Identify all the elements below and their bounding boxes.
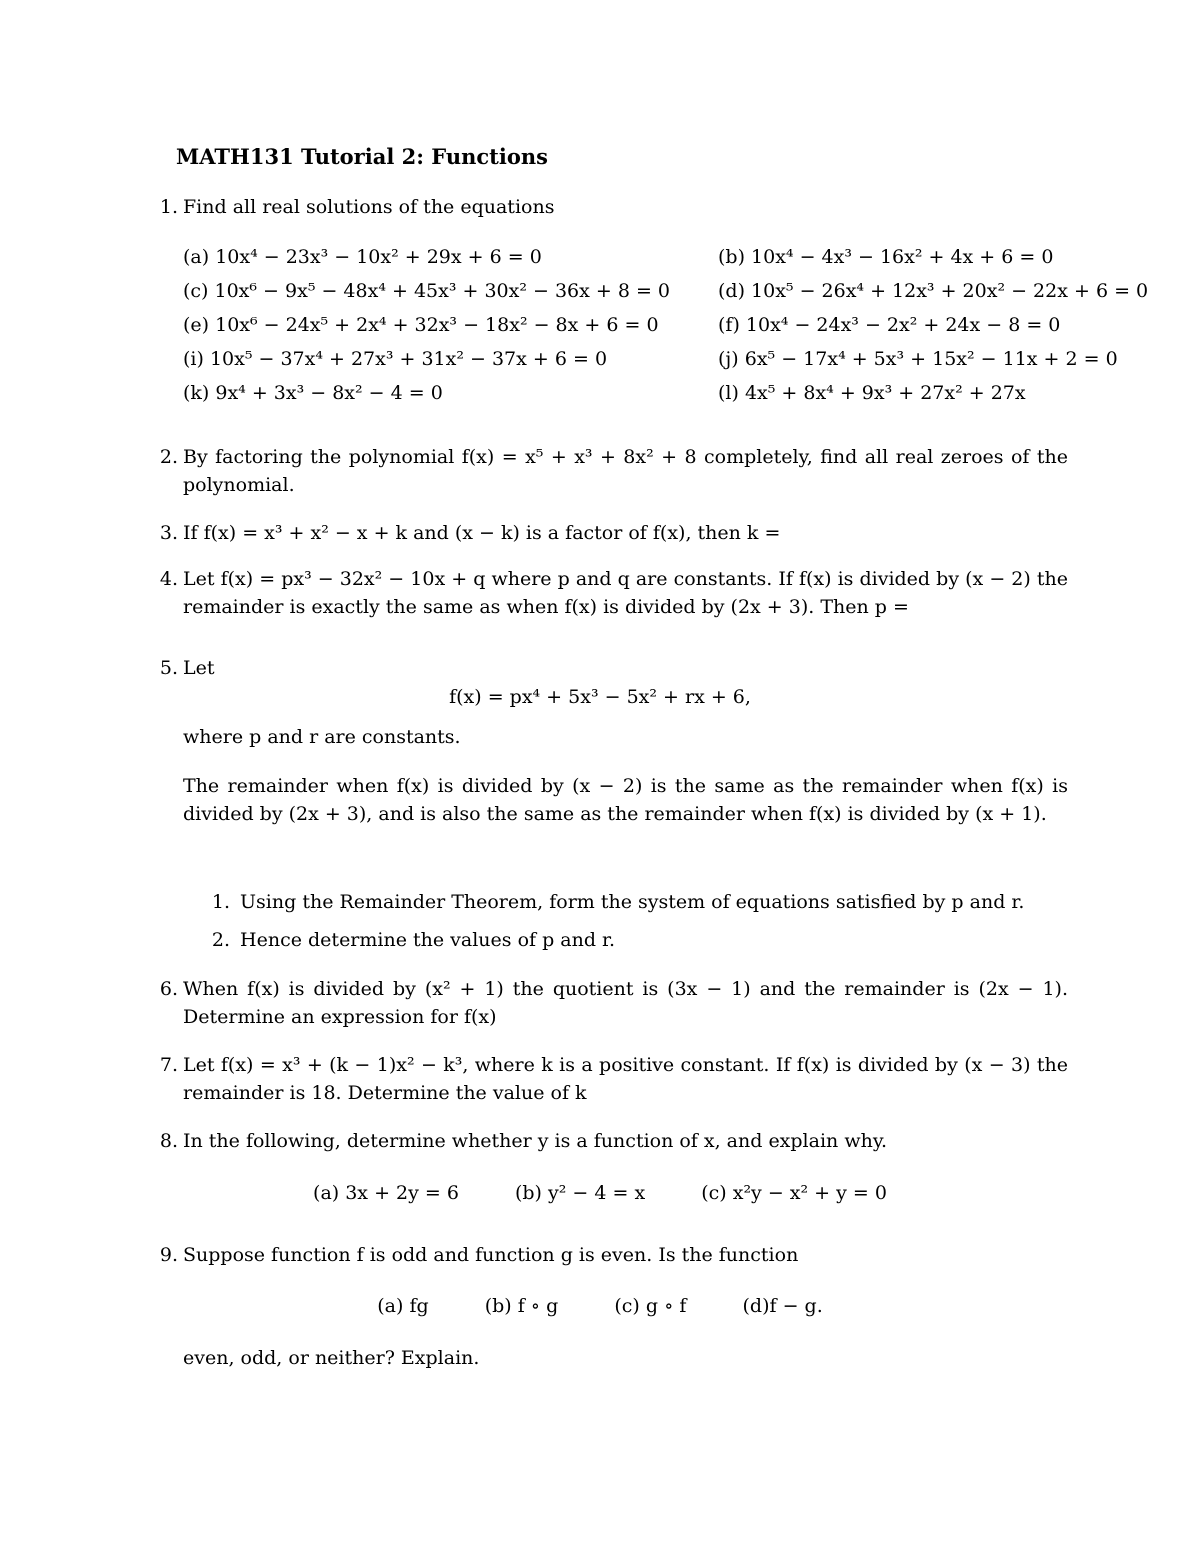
- question-number: 4.: [159, 568, 178, 590]
- equation-i: (i) 10x⁵ − 37x⁴ + 27x³ + 31x² − 37x + 6 = 0: [183, 348, 608, 370]
- question-5: [148, 654, 1068, 682]
- question-number: 2.: [159, 446, 178, 468]
- question-text: In the following, determine whether y is a function of x, and explain why.: [183, 1130, 888, 1152]
- question-number: 1.: [159, 196, 178, 218]
- question-text: Let f(x) = x³ + (k − 1)x² − k³, where k is a positive constant. If f(x) is divided by (x − 3) the remainder is 18. Determine the value of k: [183, 1054, 1068, 1104]
- question-number: 6.: [159, 978, 178, 1000]
- part-b: (b) y² − 4 = x: [514, 1182, 646, 1204]
- question-text: If f(x) = x³ + x² − x + k and (x − k) is a factor of f(x), then k =: [183, 522, 781, 544]
- part-d: (d)f − g.: [742, 1295, 823, 1317]
- question-number: 3.: [159, 522, 178, 544]
- equation-k: (k) 9x⁴ + 3x³ − 8x² − 4 = 0: [183, 382, 443, 404]
- sub-question-text: Using the Remainder Theorem, form the system of equations satisfied by p and r.: [240, 891, 1025, 913]
- part-c: (c) g ∘ f: [614, 1295, 687, 1317]
- equation-l: (l) 4x⁵ + 8x⁴ + 9x³ + 27x² + 27x: [718, 382, 1026, 404]
- equation-row: [183, 243, 1183, 277]
- question-text: When f(x) is divided by (x² + 1) the quotient is (3x − 1) and the remainder is (2x − 1). Determine an expression for f(x): [183, 978, 1068, 1028]
- question-text: Let f(x) = px³ − 32x² − 10x + q where p and q are constants. If f(x) is divided by (x − 2) the remainder is exactly the same as when f(x) is divided by (2x + 3). Then p =: [183, 568, 1068, 618]
- equation-row: [183, 311, 1183, 345]
- question-number: 5.: [159, 657, 178, 679]
- sub-question-text: Hence determine the values of p and r.: [240, 929, 616, 951]
- sub-question-1: [200, 888, 1080, 916]
- question-4: [148, 565, 1068, 621]
- question-5-where: [148, 723, 1068, 751]
- sub-question-number: 2.: [211, 929, 230, 951]
- question-number: 7.: [159, 1054, 178, 1076]
- question-3: [148, 519, 1068, 547]
- question-8-parts: [0, 1179, 1200, 1207]
- question-lead: Let: [183, 657, 215, 679]
- part-b: (b) f ∘ g: [484, 1295, 559, 1317]
- equation-row: [183, 379, 1183, 413]
- equation-j: (j) 6x⁵ − 17x⁴ + 5x³ + 15x² − 11x + 2 = 0: [718, 348, 1118, 370]
- sub-question-2: [200, 926, 1080, 954]
- display-equation: f(x) = px⁴ + 5x³ − 5x² + rx + 6,: [449, 686, 751, 708]
- equation-b: (b) 10x⁴ − 4x³ − 16x² + 4x + 6 = 0: [718, 246, 1054, 268]
- question-text: Find all real solutions of the equations: [183, 196, 555, 218]
- equation-e: (e) 10x⁶ − 24x⁵ + 2x⁴ + 32x³ − 18x² − 8x + 6 = 0: [183, 314, 659, 336]
- part-c: (c) x²y − x² + y = 0: [701, 1182, 887, 1204]
- equation-row: [183, 345, 1183, 379]
- question-text: Suppose function f is odd and function g is even. Is the function: [183, 1244, 799, 1266]
- question-text: The remainder when f(x) is divided by (x − 2) is the same as the remainder when f(x) is divided by (2x + 3), and is also the same as the remainder when f(x) is divided by (x + 1).: [183, 775, 1068, 825]
- equation-d: (d) 10x⁵ − 26x⁴ + 12x³ + 20x² − 22x + 6 = 0: [718, 280, 1149, 302]
- equation-a: (a) 10x⁴ − 23x³ − 10x² + 29x + 6 = 0: [183, 246, 542, 268]
- question-1: [148, 193, 1068, 221]
- equation-f: (f) 10x⁴ − 24x³ − 2x² + 24x − 8 = 0: [718, 314, 1061, 336]
- part-a: (a) 3x + 2y = 6: [313, 1182, 459, 1204]
- question-2: [148, 443, 1068, 499]
- question-5-paragraph: [148, 772, 1068, 828]
- question-9: [148, 1241, 1068, 1269]
- question-9-parts: [0, 1292, 1200, 1320]
- part-a: (a) fg: [377, 1295, 429, 1317]
- question-number: 9.: [159, 1244, 178, 1266]
- equation-c: (c) 10x⁶ − 9x⁵ − 48x⁴ + 45x³ + 30x² − 36x + 8 = 0: [183, 280, 671, 302]
- question-6: [148, 975, 1068, 1031]
- sub-question-number: 1.: [211, 891, 230, 913]
- question-text: where p and r are constants.: [183, 726, 461, 748]
- equation-row: [183, 277, 1183, 311]
- question-8: [148, 1127, 1068, 1155]
- question-number: 8.: [159, 1130, 178, 1152]
- question-text: By factoring the polynomial f(x) = x⁵ + x³ + 8x² + 8 completely, find all real zeroes of the polynomial.: [183, 446, 1068, 496]
- page-title: MATH131 Tutorial 2: Functions: [176, 144, 548, 169]
- question-7: [148, 1051, 1068, 1107]
- question-9-closing: even, odd, or neither? Explain.: [183, 1347, 480, 1369]
- equation-grid: [183, 243, 1183, 413]
